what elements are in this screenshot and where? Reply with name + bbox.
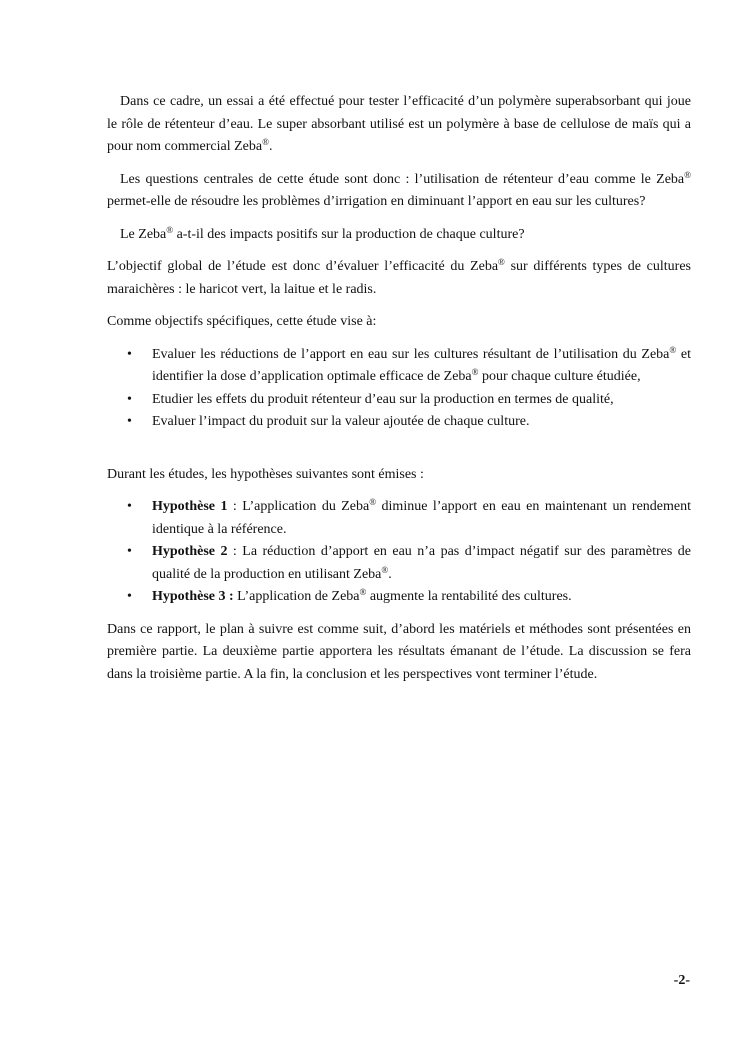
paragraph-context: Dans ce cadre, un essai a été effectué pour tester l’efficacité d’un polymère superabsorbant qui joue le rôle de rétenteur d’eau. Le super absorbant utilisé est un polymère à base de cellulose de maïs qui a pour nom commercial Zeba®.	[107, 94, 691, 154]
registered-mark: ®	[369, 497, 377, 507]
registered-mark: ®	[381, 564, 389, 575]
registered-mark: ®	[166, 224, 174, 235]
hypothesis-label: Hypothèse 2	[152, 544, 228, 559]
paragraph-specific-objectives-intro: Comme objectifs spécifiques, cette étude vise à:	[107, 314, 377, 329]
paragraph-impact-question: Le Zeba® a-t-il des impacts positifs sur la production de chaque culture?	[120, 224, 525, 242]
hypotheses-list	[107, 496, 691, 609]
registered-mark: ®	[498, 257, 505, 267]
list-item: • Evaluer les réductions de l’apport en eau sur les cultures résultant de l’utilisation du Zeba® et identifier la dose d’application optimale efficace de Zeba® pour chaque culture étudiée,	[107, 344, 691, 389]
list-item: • Hypothèse 3 : L’application de Zeba® augmente la rentabilité des cultures.	[107, 586, 691, 609]
list-item: • Hypothèse 2 : La réduction d’apport en eau n’a pas d’impact négatif sur des paramètres de qualité de la production en utilisant Zeba®.	[107, 541, 691, 586]
registered-mark: ®	[262, 137, 269, 147]
objectives-list	[107, 344, 691, 434]
hypothesis-label: Hypothèse 3 :	[152, 589, 234, 604]
list-item: • Etudier les effets du produit rétenteur d’eau sur la production en termes de qualité,	[107, 389, 691, 412]
page-number: -2-	[673, 973, 690, 988]
paragraph-global-objective: L’objectif global de l’étude est donc d’évaluer l’efficacité du Zeba® sur différents types de cultures maraichères : le haricot vert, la laitue et le radis.	[107, 257, 691, 297]
registered-mark: ®	[684, 169, 691, 180]
paragraph-central-questions: Les questions centrales de cette étude sont donc : l’utilisation de rétenteur d’eau comme le Zeba® permet-elle de résoudre les problèmes d’irrigation en diminuant l’apport en eau sur les cultures?	[107, 169, 691, 209]
paragraph-report-plan: Dans ce rapport, le plan à suivre est comme suit, d’abord les matériels et méthodes sont présentées en première partie. La deuxième partie apportera les résultats émanant de l’étude. La discussion se fera dans la troisième partie. A la fin, la conclusion et les perspectives vont terminer l’étude.	[107, 621, 691, 682]
hypothesis-label: Hypothèse 1	[152, 499, 228, 514]
registered-mark: ®	[669, 344, 677, 355]
registered-mark: ®	[471, 367, 479, 377]
list-item: • Evaluer l’impact du produit sur la valeur ajoutée de chaque culture.	[107, 411, 691, 434]
list-item: • Hypothèse 1 : L’application du Zeba® diminue l’apport en eau en maintenant un rendement identique à la référence.	[107, 496, 691, 541]
paragraph-hypotheses-intro: Durant les études, les hypothèses suivantes sont émises :	[107, 466, 424, 482]
document-body	[107, 91, 691, 686]
registered-mark: ®	[359, 587, 367, 597]
